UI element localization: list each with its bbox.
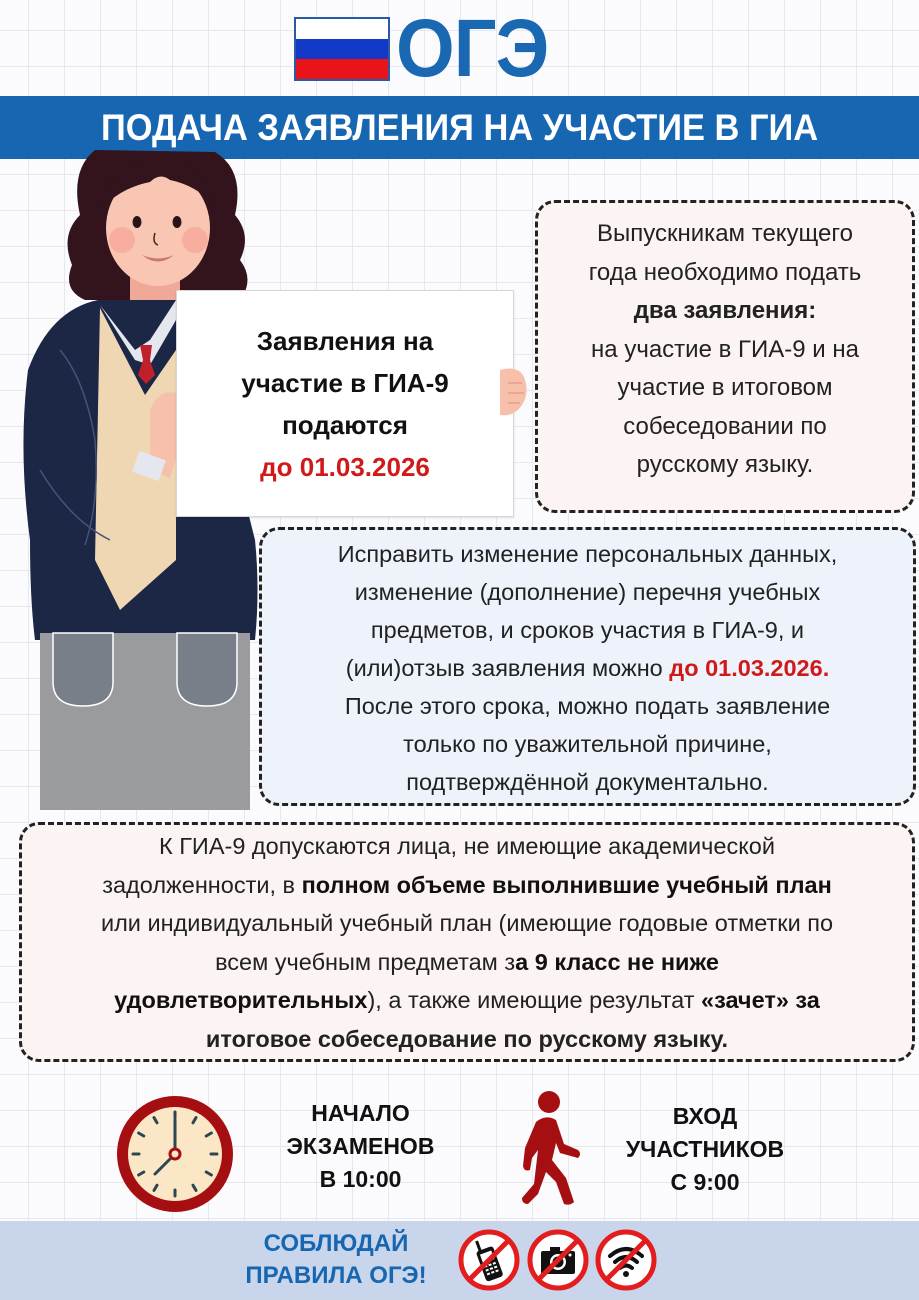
info-line: изменение (дополнение) перечня учебных [354,579,821,605]
changes-deadline: до 01.03.2026. [669,655,830,681]
info-line [28,866,906,905]
russian-flag-icon [294,17,390,81]
info-emphasis: удовлетворительных [114,987,368,1013]
clock-icon [113,1092,237,1216]
slogan-line: СОБЛЮДАЙ [263,1230,409,1257]
exam-start-label [268,1097,453,1196]
info-text: задолженности, в [102,871,302,898]
info-line: участие в итоговом [617,374,833,401]
info-line: года необходимо подать [588,258,862,286]
page-title: ПОДАЧА ЗАЯВЛЕНИЯ НА УЧАСТИЕ В ГИА [100,106,819,148]
admission-info-box [19,822,915,1062]
info-line: собеседовании по [623,412,827,440]
info-line: итоговое собеседование по русскому языку. [205,1025,729,1052]
info-line: предметов, и сроков участия в ГИА-9, и [370,617,805,643]
slogan-line: ПРАВИЛА ОГЭ! [245,1262,427,1289]
sign-line: Заявления на [256,325,434,356]
exam-start-line: НАЧАЛО [311,1100,410,1126]
info-line: на участие в ГИА-9 и на [591,335,859,363]
right-hand-illustration [500,365,530,420]
entry-line: УЧАСТНИКОВ [625,1136,785,1162]
exam-start-line: ЭКЗАМЕНОВ [286,1133,435,1159]
two-applications-emphasis: два заявления: [633,297,817,324]
info-line: Выпускникам текущего [597,220,853,247]
participant-entry-label [600,1100,810,1199]
sign-line: участие в ГИА-9 [241,367,449,398]
info-emphasis: «зачет» за [701,987,820,1013]
info-line: только по уважительной причине, [403,731,772,757]
info-emphasis: полном объеме выполнившие учебный план [301,871,832,898]
entry-line: ВХОД [672,1103,738,1129]
entry-time: С 9:00 [670,1169,740,1195]
info-line: Исправить изменение персональных данных, [337,541,838,567]
deadline-sign [176,290,514,517]
logo-text: ОГЭ [396,3,549,94]
info-text: ), а также имеющие результат [367,987,701,1013]
exam-start-time: В 10:00 [319,1166,402,1192]
info-line [28,943,906,982]
sign-line: подаются [282,409,408,440]
info-line: После этого срока, можно подать заявление [344,693,831,719]
info-text: (или)отзыв заявления можно [345,655,670,681]
graduates-info-box [535,200,915,513]
info-line: К ГИА-9 допускаются лица, не имеющие академической [158,833,775,859]
info-line: подтверждённой документально. [406,769,769,795]
no-phone-icon [457,1228,521,1292]
info-line [272,649,903,687]
sign-deadline: до 01.03.2026 [260,451,430,482]
info-emphasis: а 9 класс не ниже [515,948,719,975]
walking-person-icon [508,1088,590,1206]
oge-logo [294,3,562,94]
no-wifi-icon [594,1228,658,1292]
info-line: русскому языку. [636,451,814,478]
info-text: всем учебным предметам з [215,948,516,975]
info-line: или индивидуальный учебный план (имеющие годовые отметки по [100,910,834,936]
no-camera-icon [526,1228,590,1292]
rules-slogan [236,1228,436,1292]
changes-info-box [259,527,916,806]
info-line [28,981,906,1020]
